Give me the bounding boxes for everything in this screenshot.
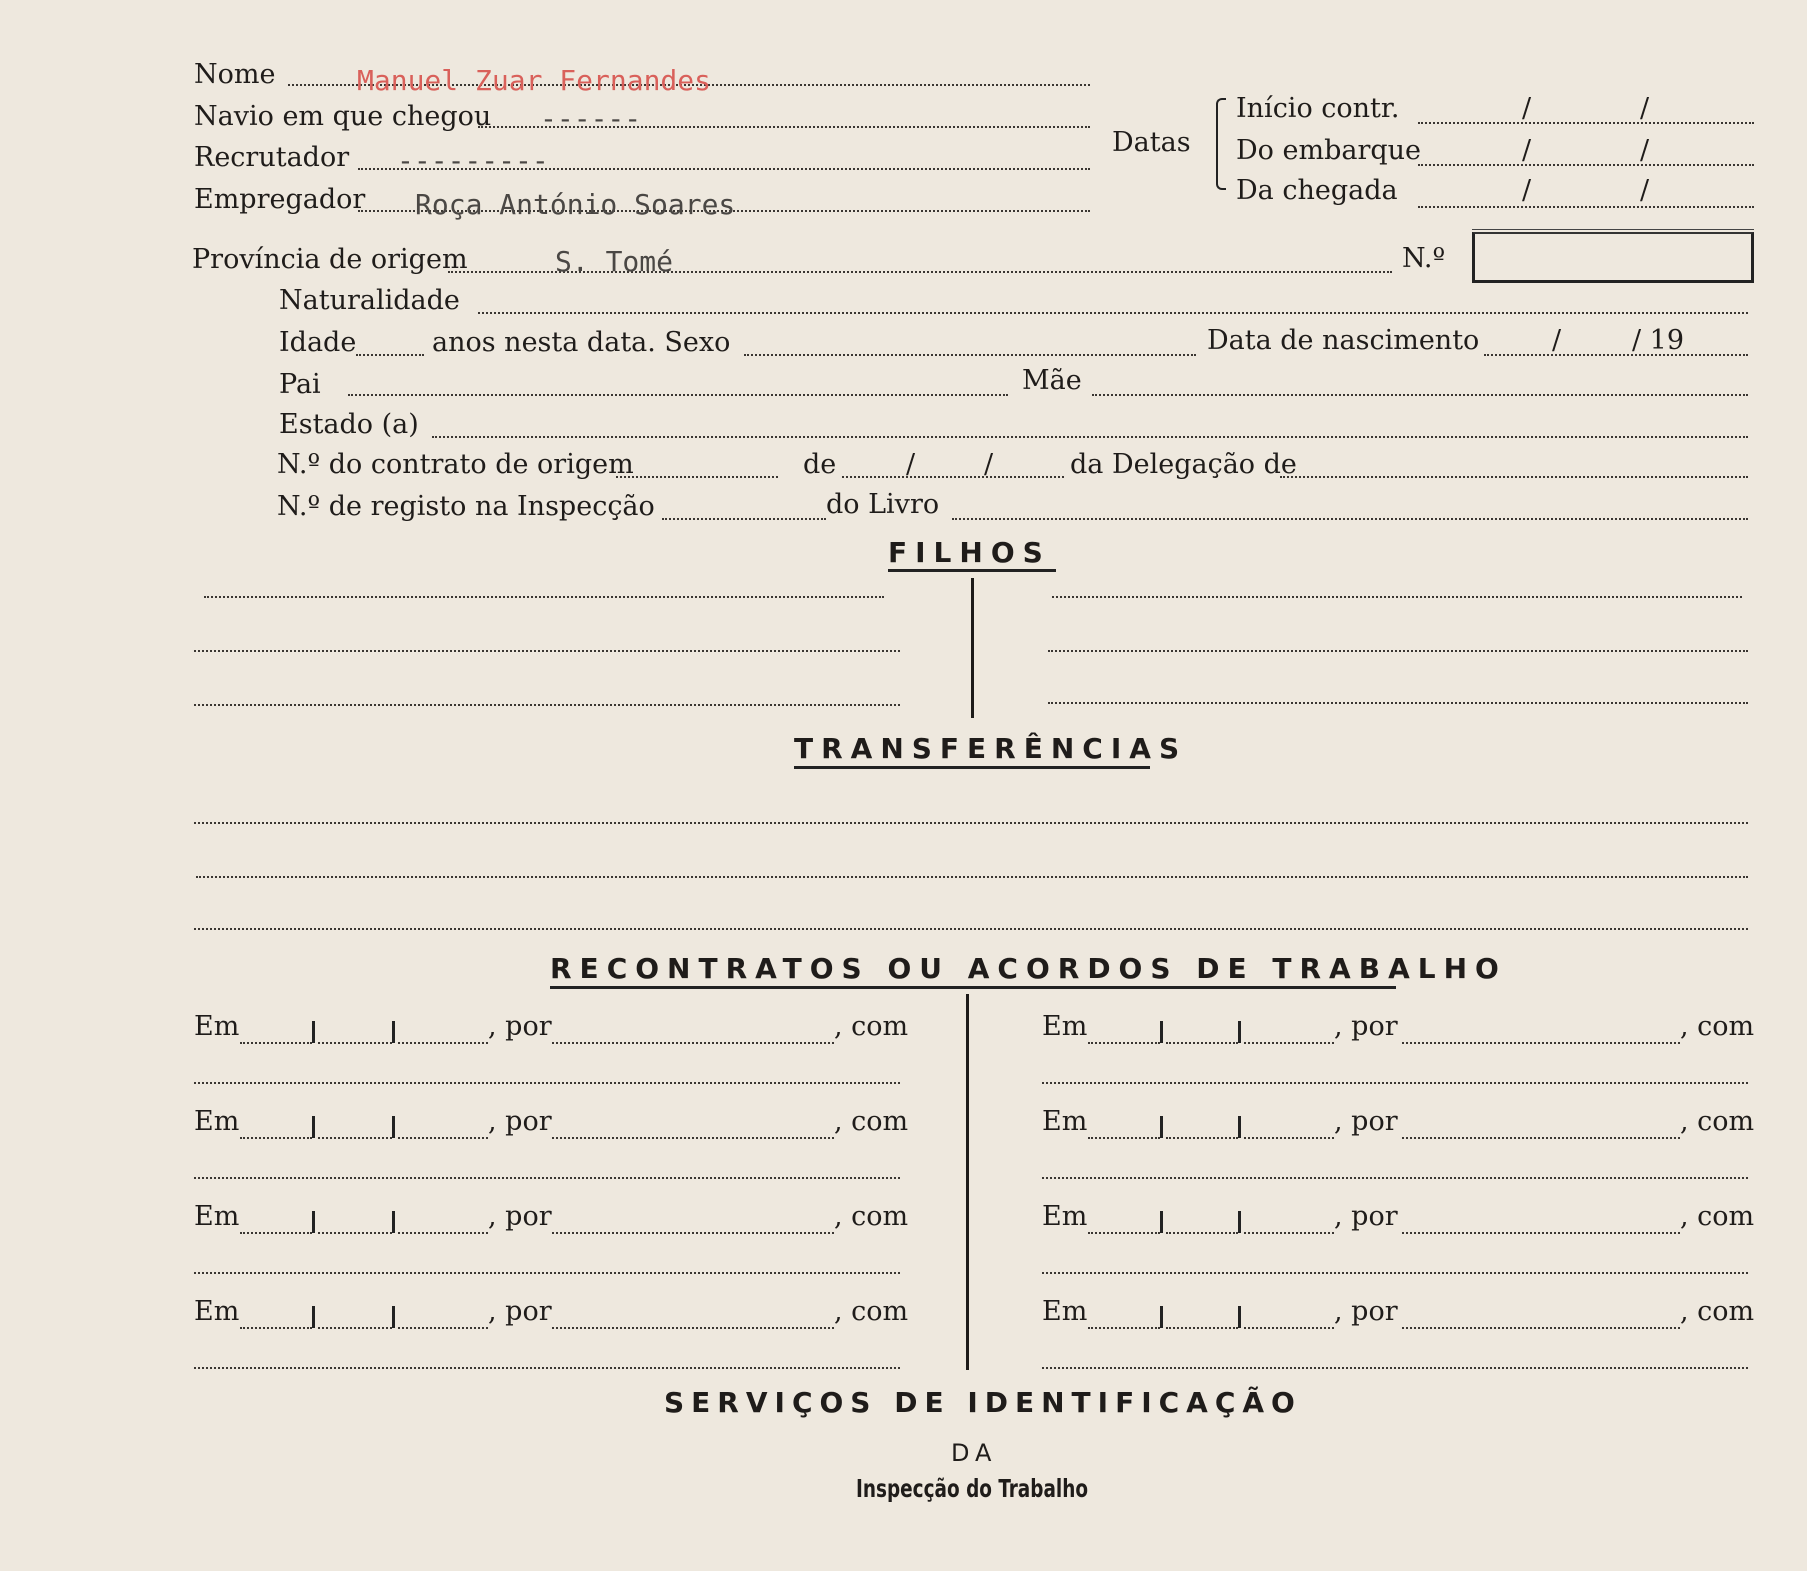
anos-sexo-label: anos nesta data. Sexo bbox=[432, 327, 731, 358]
filho-line-right-2 bbox=[1048, 650, 1748, 652]
recontrato-left-1-year-line[interactable] bbox=[398, 1042, 488, 1044]
livro-label: do Livro bbox=[826, 489, 940, 520]
filho-line-left-3 bbox=[194, 704, 900, 706]
recontrato-left-1-bar-2 bbox=[392, 1021, 395, 1043]
recontratos-heading: RECONTRATOS OU ACORDOS DE TRABALHO bbox=[550, 952, 1507, 985]
recontrato-right-2-em-label: Em bbox=[1042, 1106, 1088, 1137]
recontrato-left-2-month-line[interactable] bbox=[318, 1137, 392, 1139]
recontrato-left-4-year-line[interactable] bbox=[398, 1327, 488, 1329]
recontrato-right-4-em-label: Em bbox=[1042, 1296, 1088, 1327]
recontrato-right-3-por-label: , por bbox=[1334, 1201, 1398, 1232]
recontrato-right-2-com-line[interactable] bbox=[1042, 1177, 1748, 1179]
embarque-label: Do embarque bbox=[1236, 135, 1422, 166]
recontrato-right-4-por-line[interactable] bbox=[1402, 1327, 1680, 1329]
estado-label: Estado (a) bbox=[279, 409, 419, 440]
recontrato-left-3-por-label: , por bbox=[488, 1201, 552, 1232]
provincia-label: Província de origem bbox=[192, 244, 468, 275]
recontrato-right-1-bar-1 bbox=[1160, 1021, 1163, 1043]
recontrato-left-1-month-line[interactable] bbox=[318, 1042, 392, 1044]
recontrato-right-1-month-line[interactable] bbox=[1166, 1042, 1238, 1044]
idade-line bbox=[356, 354, 424, 356]
sexo-line bbox=[744, 354, 1196, 356]
footer-line3: Inspecção do Trabalho bbox=[856, 1474, 1089, 1503]
filhos-divider bbox=[971, 578, 974, 718]
recontrato-right-4-bar-1 bbox=[1160, 1306, 1163, 1328]
contrato-slash-1: / bbox=[906, 449, 916, 480]
recontrato-right-4-bar-2 bbox=[1238, 1306, 1241, 1328]
chegada-line bbox=[1418, 206, 1754, 208]
nascimento-line bbox=[1484, 354, 1748, 356]
filho-line-right-1 bbox=[1052, 596, 1742, 598]
transferencias-underline bbox=[794, 766, 1150, 769]
recontrato-right-3-year-line[interactable] bbox=[1244, 1232, 1334, 1234]
recontrato-right-1-por-line[interactable] bbox=[1402, 1042, 1680, 1044]
numero-label: N.º bbox=[1402, 243, 1446, 274]
recontrato-left-3-com-label: , com bbox=[834, 1201, 909, 1232]
transferencia-line-1 bbox=[194, 822, 1748, 824]
recontrato-left-3-month-line[interactable] bbox=[318, 1232, 392, 1234]
recontrato-left-3-por-line[interactable] bbox=[552, 1232, 834, 1234]
empregador-value[interactable]: Roça António Soares bbox=[415, 188, 736, 221]
nascimento-year-prefix: / 19 bbox=[1632, 325, 1685, 356]
footer-line1: SERVIÇOS DE IDENTIFICAÇÃO bbox=[664, 1386, 1302, 1419]
contrato-date-line bbox=[842, 476, 1064, 478]
recontrato-right-4-por-label: , por bbox=[1334, 1296, 1398, 1327]
recontrato-right-2-day-line[interactable] bbox=[1088, 1137, 1160, 1139]
recontrato-right-2-bar-1 bbox=[1160, 1116, 1163, 1138]
recontrato-right-4-month-line[interactable] bbox=[1166, 1327, 1238, 1329]
recontrato-right-3-bar-2 bbox=[1238, 1211, 1241, 1233]
recontrato-right-4-day-line[interactable] bbox=[1088, 1327, 1160, 1329]
recontrato-right-1-bar-2 bbox=[1238, 1021, 1241, 1043]
nome-value[interactable]: Manuel Zuar Fernandes bbox=[357, 64, 712, 97]
contrato-label: N.º do contrato de origem bbox=[277, 449, 634, 480]
recontrato-right-3-bar-1 bbox=[1160, 1211, 1163, 1233]
datas-label: Datas bbox=[1112, 127, 1191, 158]
recontrato-right-2-year-line[interactable] bbox=[1244, 1137, 1334, 1139]
recontrato-left-2-bar-1 bbox=[312, 1116, 315, 1138]
transferencia-line-3 bbox=[194, 928, 1748, 930]
recontrato-left-3-em-label: Em bbox=[194, 1201, 240, 1232]
naturalidade-line bbox=[478, 312, 1748, 314]
embarque-slash-1: / bbox=[1522, 135, 1532, 166]
recontrato-left-1-em-label: Em bbox=[194, 1011, 240, 1042]
delegacao-label: da Delegação de bbox=[1070, 449, 1297, 480]
recontratos-underline bbox=[550, 986, 1396, 989]
recontrato-left-3-day-line[interactable] bbox=[240, 1232, 312, 1234]
recontrato-left-2-em-label: Em bbox=[194, 1106, 240, 1137]
inicio-label: Início contr. bbox=[1236, 93, 1400, 124]
recontrato-left-1-day-line[interactable] bbox=[240, 1042, 312, 1044]
filho-line-right-3 bbox=[1048, 702, 1748, 704]
recrutador-value[interactable]: --------- bbox=[397, 144, 549, 177]
recontrato-right-1-por-label: , por bbox=[1334, 1011, 1398, 1042]
recontrato-right-3-day-line[interactable] bbox=[1088, 1232, 1160, 1234]
registo-line bbox=[662, 518, 826, 520]
recontrato-left-4-day-line[interactable] bbox=[240, 1327, 312, 1329]
livro-line bbox=[952, 518, 1748, 520]
contrato-slash-2: / bbox=[984, 449, 994, 480]
filho-line-left-1 bbox=[204, 596, 884, 598]
recontrato-right-3-com-label: , com bbox=[1680, 1201, 1755, 1232]
recontrato-left-3-bar-1 bbox=[312, 1211, 315, 1233]
provincia-value[interactable]: S. Tomé bbox=[555, 245, 674, 278]
registo-label: N.º de registo na Inspecção bbox=[277, 491, 655, 522]
naturalidade-label: Naturalidade bbox=[279, 285, 460, 316]
embarque-line bbox=[1418, 164, 1754, 166]
recontrato-left-1-com-line[interactable] bbox=[194, 1082, 900, 1084]
recontrato-left-1-por-line[interactable] bbox=[552, 1042, 834, 1044]
footer-line2: DA bbox=[951, 1439, 998, 1467]
recontrato-left-1-com-label: , com bbox=[834, 1011, 909, 1042]
recontrato-right-2-bar-2 bbox=[1238, 1116, 1241, 1138]
embarque-slash-2: / bbox=[1640, 135, 1650, 166]
pai-line bbox=[348, 394, 1008, 396]
recontrato-right-3-por-line[interactable] bbox=[1402, 1232, 1680, 1234]
navio-value[interactable]: ------ bbox=[540, 102, 642, 135]
recontrato-left-3-year-line[interactable] bbox=[398, 1232, 488, 1234]
recontrato-right-4-com-line[interactable] bbox=[1042, 1367, 1748, 1369]
recontrato-left-4-em-label: Em bbox=[194, 1296, 240, 1327]
mae-label: Mãe bbox=[1022, 365, 1082, 396]
recontrato-right-1-year-line[interactable] bbox=[1244, 1042, 1334, 1044]
recontrato-right-3-month-line[interactable] bbox=[1166, 1232, 1238, 1234]
recontrato-left-2-com-label: , com bbox=[834, 1106, 909, 1137]
nome-label: Nome bbox=[194, 59, 276, 90]
recrutador-label: Recrutador bbox=[194, 142, 350, 173]
recontrato-left-2-bar-2 bbox=[392, 1116, 395, 1138]
contrato-de-label: de bbox=[803, 449, 837, 480]
recontrato-right-4-com-label: , com bbox=[1680, 1296, 1755, 1327]
empregador-label: Empregador bbox=[194, 184, 366, 215]
recontrato-left-4-por-line[interactable] bbox=[552, 1327, 834, 1329]
recontratos-divider bbox=[966, 994, 969, 1370]
recontrato-right-2-por-label: , por bbox=[1334, 1106, 1398, 1137]
estado-line bbox=[432, 436, 1748, 438]
recontrato-right-3-com-line[interactable] bbox=[1042, 1272, 1748, 1274]
recontrato-right-2-month-line[interactable] bbox=[1166, 1137, 1238, 1139]
idade-label: Idade bbox=[279, 327, 357, 358]
recontrato-left-4-por-label: , por bbox=[488, 1296, 552, 1327]
recontrato-right-1-em-label: Em bbox=[1042, 1011, 1088, 1042]
recontrato-right-4-year-line[interactable] bbox=[1244, 1327, 1334, 1329]
nascimento-slash: / bbox=[1552, 325, 1562, 356]
inicio-line bbox=[1418, 122, 1754, 124]
recontrato-right-1-com-line[interactable] bbox=[1042, 1082, 1748, 1084]
chegada-slash-2: / bbox=[1640, 175, 1650, 206]
inicio-slash-2: / bbox=[1640, 93, 1650, 124]
recontrato-left-4-bar-1 bbox=[312, 1306, 315, 1328]
recontrato-left-1-bar-1 bbox=[312, 1021, 315, 1043]
inicio-slash-1: / bbox=[1522, 93, 1532, 124]
recontrato-left-4-com-label: , com bbox=[834, 1296, 909, 1327]
recontrato-left-4-com-line[interactable] bbox=[194, 1367, 900, 1369]
recontrato-left-4-month-line[interactable] bbox=[318, 1327, 392, 1329]
recontrato-left-3-com-line[interactable] bbox=[194, 1272, 900, 1274]
numero-box[interactable] bbox=[1472, 232, 1754, 283]
filho-line-left-2 bbox=[194, 650, 900, 652]
filhos-heading: FILHOS bbox=[888, 536, 1051, 569]
recontrato-right-2-com-label: , com bbox=[1680, 1106, 1755, 1137]
mae-line bbox=[1092, 394, 1748, 396]
recontrato-left-2-por-label: , por bbox=[488, 1106, 552, 1137]
recontrato-left-2-year-line[interactable] bbox=[398, 1137, 488, 1139]
recontrato-left-2-day-line[interactable] bbox=[240, 1137, 312, 1139]
recontrato-right-2-por-line[interactable] bbox=[1402, 1137, 1680, 1139]
pai-label: Pai bbox=[279, 369, 321, 400]
recontrato-right-1-com-label: , com bbox=[1680, 1011, 1755, 1042]
recontrato-left-1-por-label: , por bbox=[488, 1011, 552, 1042]
recontrato-right-1-day-line[interactable] bbox=[1088, 1042, 1160, 1044]
recontrato-left-2-com-line[interactable] bbox=[194, 1177, 900, 1179]
chegada-label: Da chegada bbox=[1236, 175, 1398, 206]
recontrato-left-4-bar-2 bbox=[392, 1306, 395, 1328]
recontrato-right-3-em-label: Em bbox=[1042, 1201, 1088, 1232]
filhos-underline bbox=[888, 569, 1056, 572]
recontrato-left-3-bar-2 bbox=[392, 1211, 395, 1233]
navio-label: Navio em que chegou bbox=[194, 101, 492, 132]
contrato-line bbox=[616, 476, 778, 478]
recontrato-left-2-por-line[interactable] bbox=[552, 1137, 834, 1139]
divider-top-right bbox=[1472, 229, 1754, 230]
chegada-slash-1: / bbox=[1522, 175, 1532, 206]
nascimento-label: Data de nascimento bbox=[1207, 325, 1480, 356]
delegacao-line bbox=[1280, 476, 1748, 478]
transferencia-line-2 bbox=[196, 876, 1748, 878]
transferencias-heading: TRANSFERÊNCIAS bbox=[794, 732, 1188, 765]
datas-brace bbox=[1216, 98, 1226, 190]
